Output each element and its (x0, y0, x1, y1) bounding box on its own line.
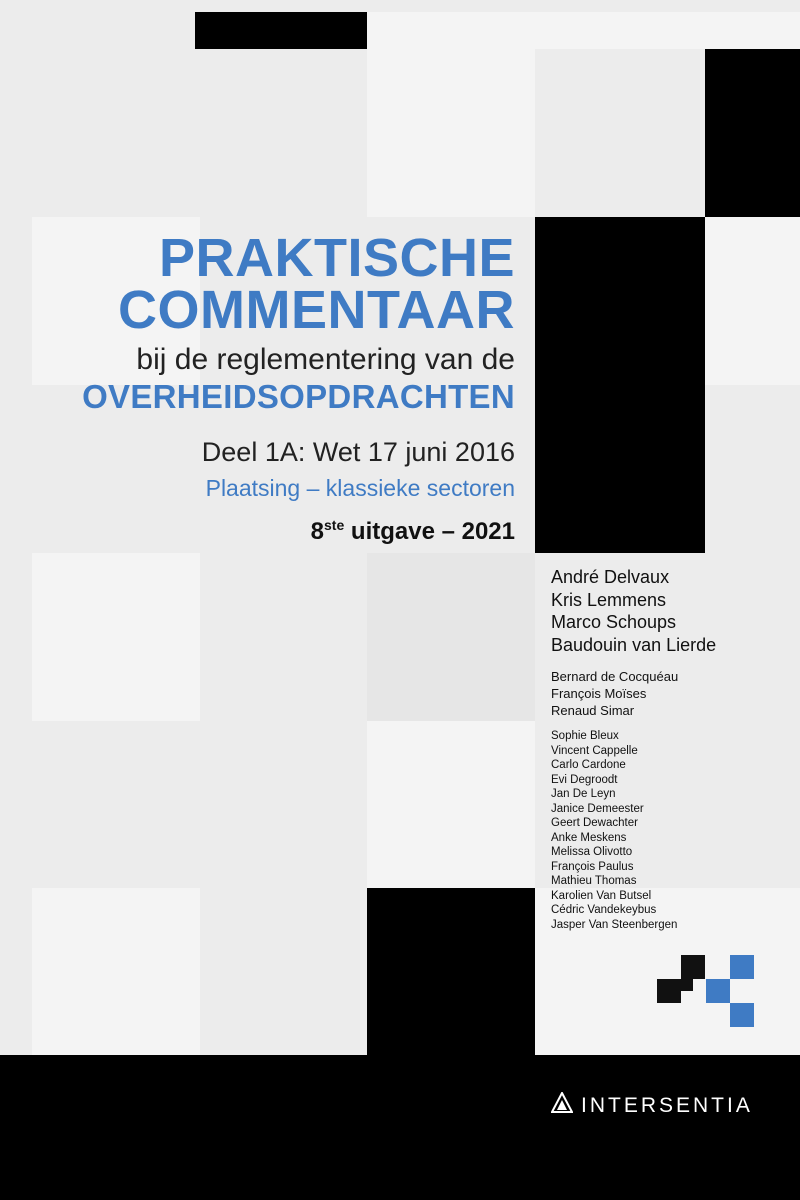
author-name: André Delvaux (551, 567, 670, 587)
author-name: Jan De Leyn (551, 788, 616, 800)
mark-square (681, 979, 693, 991)
authors-main (551, 566, 716, 656)
mark-square (681, 955, 705, 979)
publisher-logo (551, 1092, 753, 1119)
author-name: Bernard de Cocquéau (551, 669, 679, 684)
author-name: François Moïses (551, 686, 647, 701)
light-tile (705, 217, 800, 385)
mid-tile (367, 553, 535, 721)
black-tile-top (195, 12, 367, 49)
author-name: Karolien Van Butsel (551, 889, 652, 902)
subject-title: OVERHEIDSOPDRACHTEN (82, 378, 515, 415)
volume-subtitle: Plaatsing – klassieke sectoren (205, 475, 515, 501)
authors-third (551, 729, 716, 932)
intersentia-logo-icon (551, 1092, 573, 1119)
black-tile-bottom (367, 888, 535, 1055)
edition-rest: uitgave – 2021 (344, 518, 515, 545)
author-name: Vincent Cappelle (551, 744, 638, 757)
author-name: Janice Demeester (551, 802, 644, 815)
light-tile (367, 49, 535, 217)
author-name: Marco Schoups (551, 612, 677, 632)
author-name: Kris Lemmens (551, 589, 667, 610)
authors-list (551, 566, 716, 932)
series-mark-icon (657, 955, 754, 1027)
footer-band (0, 1055, 800, 1200)
black-tile-center (535, 217, 705, 553)
author-name: François Paulus (551, 860, 634, 873)
author-name: Geert Dewachter (551, 817, 638, 829)
light-tile (367, 721, 535, 888)
author-name: Carlo Cardone (551, 759, 626, 771)
title-block (0, 228, 515, 547)
light-tile (535, 12, 705, 49)
author-name: Cédric Vandekeybus (551, 904, 657, 916)
mark-square (730, 1003, 754, 1027)
author-name: Mathieu Thomas (551, 875, 637, 887)
light-tile (32, 553, 200, 721)
author-name: Sophie Bleux (551, 730, 619, 742)
edition-number: 8 (310, 518, 324, 545)
author-name: Jasper Van Steenbergen (551, 918, 678, 931)
light-tile (32, 888, 200, 1055)
author-name: Baudouin van Lierde (551, 634, 717, 655)
mark-square (657, 979, 681, 1003)
edition (0, 510, 515, 547)
title-line-1: PRAKTISCHE (158, 228, 515, 288)
subtitle: bij de reglementering van de (136, 343, 515, 376)
light-tile (367, 12, 535, 49)
black-tile-right (705, 49, 800, 217)
author-name: Evi Degroodt (551, 773, 618, 786)
authors-second (551, 668, 716, 719)
author-name: Anke Meskens (551, 831, 627, 844)
author-name: Melissa Olivotto (551, 846, 633, 858)
edition-suffix: ste (324, 517, 345, 533)
title-line-2: COMMENTAAR (118, 280, 515, 340)
author-name: Renaud Simar (551, 703, 635, 718)
mark-square (706, 979, 730, 1003)
mark-square (730, 955, 754, 979)
light-tile (705, 12, 800, 49)
publisher-name: INTERSENTIA (581, 1093, 753, 1117)
volume-title: Deel 1A: Wet 17 juni 2016 (201, 437, 515, 467)
